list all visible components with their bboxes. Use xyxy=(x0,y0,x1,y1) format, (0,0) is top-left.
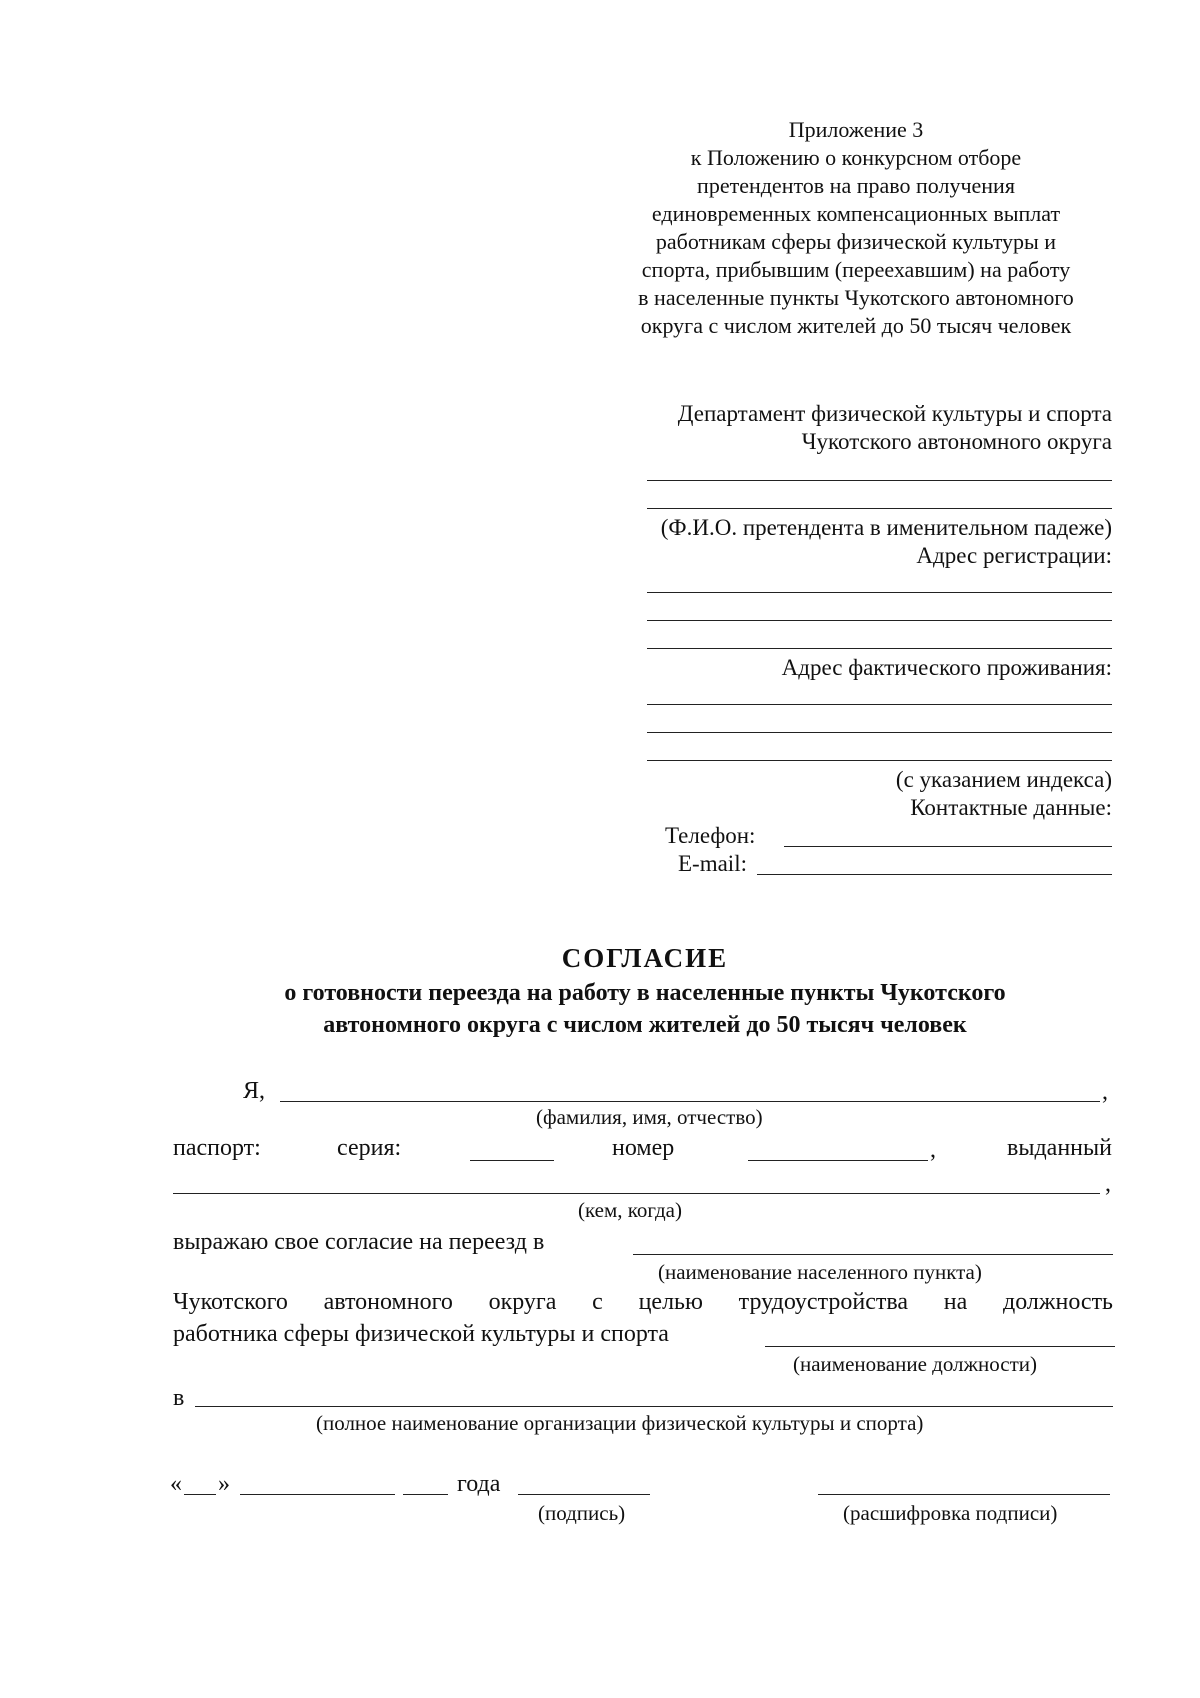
fio-caption: (Ф.И.О. претендента в именительном падеже) xyxy=(660,515,1112,540)
actual-address-line-1[interactable] xyxy=(647,704,1112,705)
actual-address-label: Адрес фактического проживания: xyxy=(781,655,1112,680)
position-field[interactable] xyxy=(765,1346,1115,1347)
actual-address-line-2[interactable] xyxy=(647,732,1112,733)
phone-label: Телефон: xyxy=(665,823,756,848)
number-label: номер xyxy=(612,1135,675,1161)
full-name-field[interactable] xyxy=(280,1101,1100,1102)
consent-text: выражаю свое согласие на переезд в xyxy=(173,1229,545,1255)
email-label: E-mail: xyxy=(678,851,747,876)
passport-label: паспорт: xyxy=(173,1135,261,1161)
full-name-caption: (фамилия, имя, отчество) xyxy=(536,1105,763,1129)
appendix-line: Приложение 3 xyxy=(788,117,924,142)
date-month-field[interactable] xyxy=(240,1494,395,1495)
comma-mark: , xyxy=(930,1137,936,1163)
issued-caption: (кем, когда) xyxy=(578,1198,682,1222)
i-label: Я, xyxy=(243,1078,266,1104)
purpose-text-line-1: Чукотского автономного округа с целью трудоустройства на должность xyxy=(173,1289,1113,1315)
reg-address-line-2[interactable] xyxy=(647,620,1112,621)
phone-field[interactable] xyxy=(784,846,1112,847)
issued-by-field[interactable] xyxy=(173,1193,1100,1194)
addressee-line-1: Департамент физической культуры и спорта xyxy=(677,401,1112,426)
settlement-field[interactable] xyxy=(633,1254,1113,1255)
fio-field-line-2[interactable] xyxy=(647,508,1112,509)
addressee-line-2: Чукотского автономного округа xyxy=(801,429,1112,454)
purpose-text-line-2: работника сферы физической культуры и спорта xyxy=(173,1321,669,1347)
appendix-line: округа с числом жителей до 50 тысяч человек xyxy=(640,313,1072,338)
appendix-line: единовременных компенсационных выплат xyxy=(651,201,1061,226)
appendix-line: к Положению о конкурсном отборе xyxy=(690,145,1022,170)
organization-field[interactable] xyxy=(195,1406,1113,1407)
organization-caption: (полное наименование организации физической культуры и спорта) xyxy=(316,1411,924,1435)
signature-decode-caption: (расшифровка подписи) xyxy=(843,1501,1058,1525)
passport-series-field[interactable] xyxy=(470,1160,554,1161)
signature-field[interactable] xyxy=(518,1494,650,1495)
in-label: в xyxy=(173,1385,185,1411)
contacts-label: Контактные данные: xyxy=(910,795,1112,820)
signature-decode-field[interactable] xyxy=(818,1494,1110,1495)
document-subtitle-line-2: автономного округа с числом жителей до 50 тысяч человек xyxy=(323,1012,967,1038)
year-label: года xyxy=(457,1471,501,1497)
reg-address-line-1[interactable] xyxy=(647,592,1112,593)
comma-mark: , xyxy=(1105,1171,1111,1197)
reg-address-label: Адрес регистрации: xyxy=(916,543,1112,568)
index-caption: (с указанием индекса) xyxy=(895,767,1112,792)
comma-mark: , xyxy=(1102,1079,1108,1105)
appendix-line: работникам сферы физической культуры и xyxy=(655,229,1057,254)
email-field[interactable] xyxy=(757,874,1112,875)
series-label: серия: xyxy=(337,1135,402,1161)
date-year-field[interactable] xyxy=(403,1494,448,1495)
settlement-caption: (наименование населенного пункта) xyxy=(658,1260,982,1284)
actual-address-line-3[interactable] xyxy=(647,760,1112,761)
appendix-line: спорта, прибывшим (переехавшим) на работу xyxy=(641,257,1071,282)
fio-field-line-1[interactable] xyxy=(647,480,1112,481)
appendix-header xyxy=(600,116,1112,340)
issued-label: выданный xyxy=(1007,1135,1112,1161)
appendix-line: в населенные пункты Чукотского автономного xyxy=(638,285,1074,310)
document-subtitle-line-1: о готовности переезда на работу в населенные пункты Чукотского xyxy=(284,980,1006,1006)
passport-number-field[interactable] xyxy=(748,1160,928,1161)
date-day-field[interactable] xyxy=(184,1494,216,1495)
reg-address-line-3[interactable] xyxy=(647,648,1112,649)
appendix-line: претендентов на право получения xyxy=(697,173,1015,198)
position-caption: (наименование должности) xyxy=(793,1352,1038,1376)
quote-open: « xyxy=(170,1471,182,1497)
quote-close: » xyxy=(218,1471,230,1497)
document-title: СОГЛАСИЕ xyxy=(561,943,729,973)
signature-caption: (подпись) xyxy=(538,1501,626,1525)
